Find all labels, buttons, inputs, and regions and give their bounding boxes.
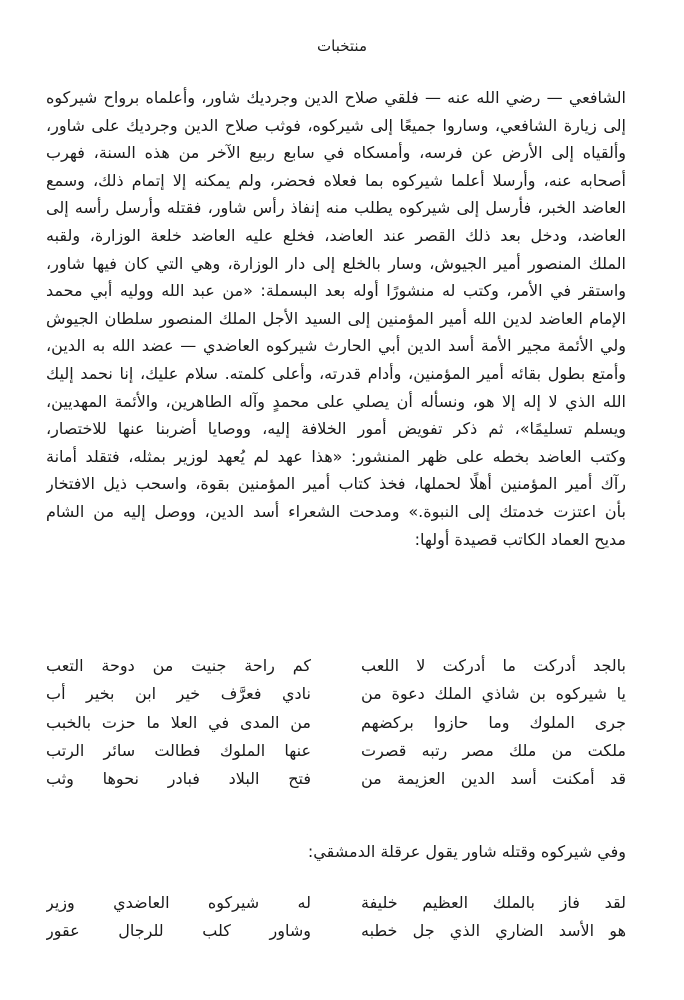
second-hemistich: فتح البلاد فبادر نحوها وثب [46, 769, 311, 789]
prose-line: وألقياه إلى الأرض عن فرسه، وأمسكاه في سابع ربيع الآخر من هذه السنة، فهرب [46, 143, 626, 163]
second-hemistich: من المدى في العلا ما حزت بالخبب [46, 712, 311, 732]
poem-arqala [46, 889, 626, 946]
prose-line: وكتب العاضد بخطه على ظهر المنشور: «هذا عهد لم يُعهد لوزير بمثله، فتقلد أمانة [46, 446, 626, 466]
first-hemistich: جرى الملوك وما حازوا بركضهم [361, 712, 626, 732]
poem-verse [46, 652, 626, 680]
second-hemistich: نادي فعرَّف خير ابن بخير أب [46, 684, 311, 704]
prose-line: مديح العماد الكاتب قصيدة أولها: [414, 529, 626, 549]
second-hemistich: عنها الملوك فطالت سائر الرتب [46, 740, 311, 760]
poem-intro: وفي شيركوه وقتله شاور يقول عرقلة الدمشقي: [307, 842, 626, 861]
prose-line: العاضد، ودخل بعد ذلك القصر عند العاضد، فخلع عليه العاضد خلعة الوزارة، ولقبه [46, 225, 626, 245]
prose-line: ولي الأئمة مجير الأمة أسد الدين أبي الحارث شيركوه العاضدي — عضد الله به الدين، [46, 336, 626, 356]
first-hemistich: قد أمكنت أسد الدين العزيمة من [361, 769, 626, 789]
poem-verse [46, 765, 626, 793]
poem-verse [46, 737, 626, 765]
prose-line: الشافعي — رضي الله عنه — فلقي صلاح الدين وجرديك شاور، وأعلماه برواح شيركوه [46, 88, 626, 107]
second-hemistich: له شيركوه العاضدي وزير [46, 893, 311, 912]
first-hemistich: بالجد أدركت ما أدركت لا اللعب [361, 656, 626, 675]
prose-line: الملك المنصور أمير الجيوش، وسار بالخلع إلى دار الوزارة، وهي التي كان فيها شاور، [46, 253, 626, 273]
first-hemistich: لقد فاز بالملك العظيم خليفة [361, 893, 626, 912]
poem-al-imad [46, 652, 626, 793]
second-hemistich: وشاور كلب للرجال عقور [46, 921, 311, 941]
poem-verse [46, 680, 626, 708]
prose-line: رآك أمير المؤمنين أهلًا لحملها، فخذ كتاب أمير المؤمنين بقوة، واسحب ذيل الافتخار [46, 474, 626, 494]
poem-verse [46, 889, 626, 917]
prose-line: أصحابه عنه، وأرسلا أعلما شيركوه بما فعلاه فحضر، ولم يمكنه إلا إتمام ذلك، وسمع [46, 170, 626, 190]
prose-line: الله الذي لا إله إلا هو، ونسأله أن يصلي على محمدٍ وآله الطاهرين، والأئمة المهديين، [46, 391, 626, 411]
poem-verse [46, 917, 626, 945]
prose-line: وأمتع بطول بقائه أمير المؤمنين، وأدام قدرته، وأعلى كلمته. سلام عليك، إنا نحمد إليك [46, 363, 626, 383]
prose-line: الإمام العاضد لدين الله أمير المؤمنين إلى السيد الأجل الملك المنصور سلطان الجيوش [46, 308, 626, 328]
prose-line: إلى زيارة الشافعي، وساروا جميعًا إلى شيركوه، فوثب صلاح الدين وجرديك على شاور، [46, 115, 626, 135]
prose-line: واستقر في الأمر، وكتب له منشورًا أوله بعد البسملة: «من عبد الله ووليه أبي محمد [46, 281, 626, 301]
prose-paragraph [46, 84, 626, 553]
prose-line: بأن اعتزت خدمتك إلى النبوة.» ومدحت الشعراء أسد الدين، ووصل إليه من الشام [46, 501, 626, 521]
first-hemistich: هو الأسد الضاري الذي جل خطبه [361, 921, 626, 941]
poem-verse [46, 709, 626, 737]
prose-line: ويسلم تسليمًا»، ثم ذكر تفويض أمور الخلافة إليه، ووصايا أضربنا عنها للاختصار، [46, 419, 626, 439]
prose-line: العاضد الخبر، فأرسل إلى شيركوه يطلب منه إنفاذ رأس شاور، فقتله وأرسل رأسه إلى [46, 198, 626, 218]
running-head: منتخبات [317, 37, 367, 55]
first-hemistich: ملكت من ملك مصر رتبه قصرت [361, 740, 626, 760]
second-hemistich: كم راحة جنيت من دوحة التعب [46, 656, 311, 675]
first-hemistich: يا شيركوه بن شاذي الملك دعوة من [361, 684, 626, 704]
